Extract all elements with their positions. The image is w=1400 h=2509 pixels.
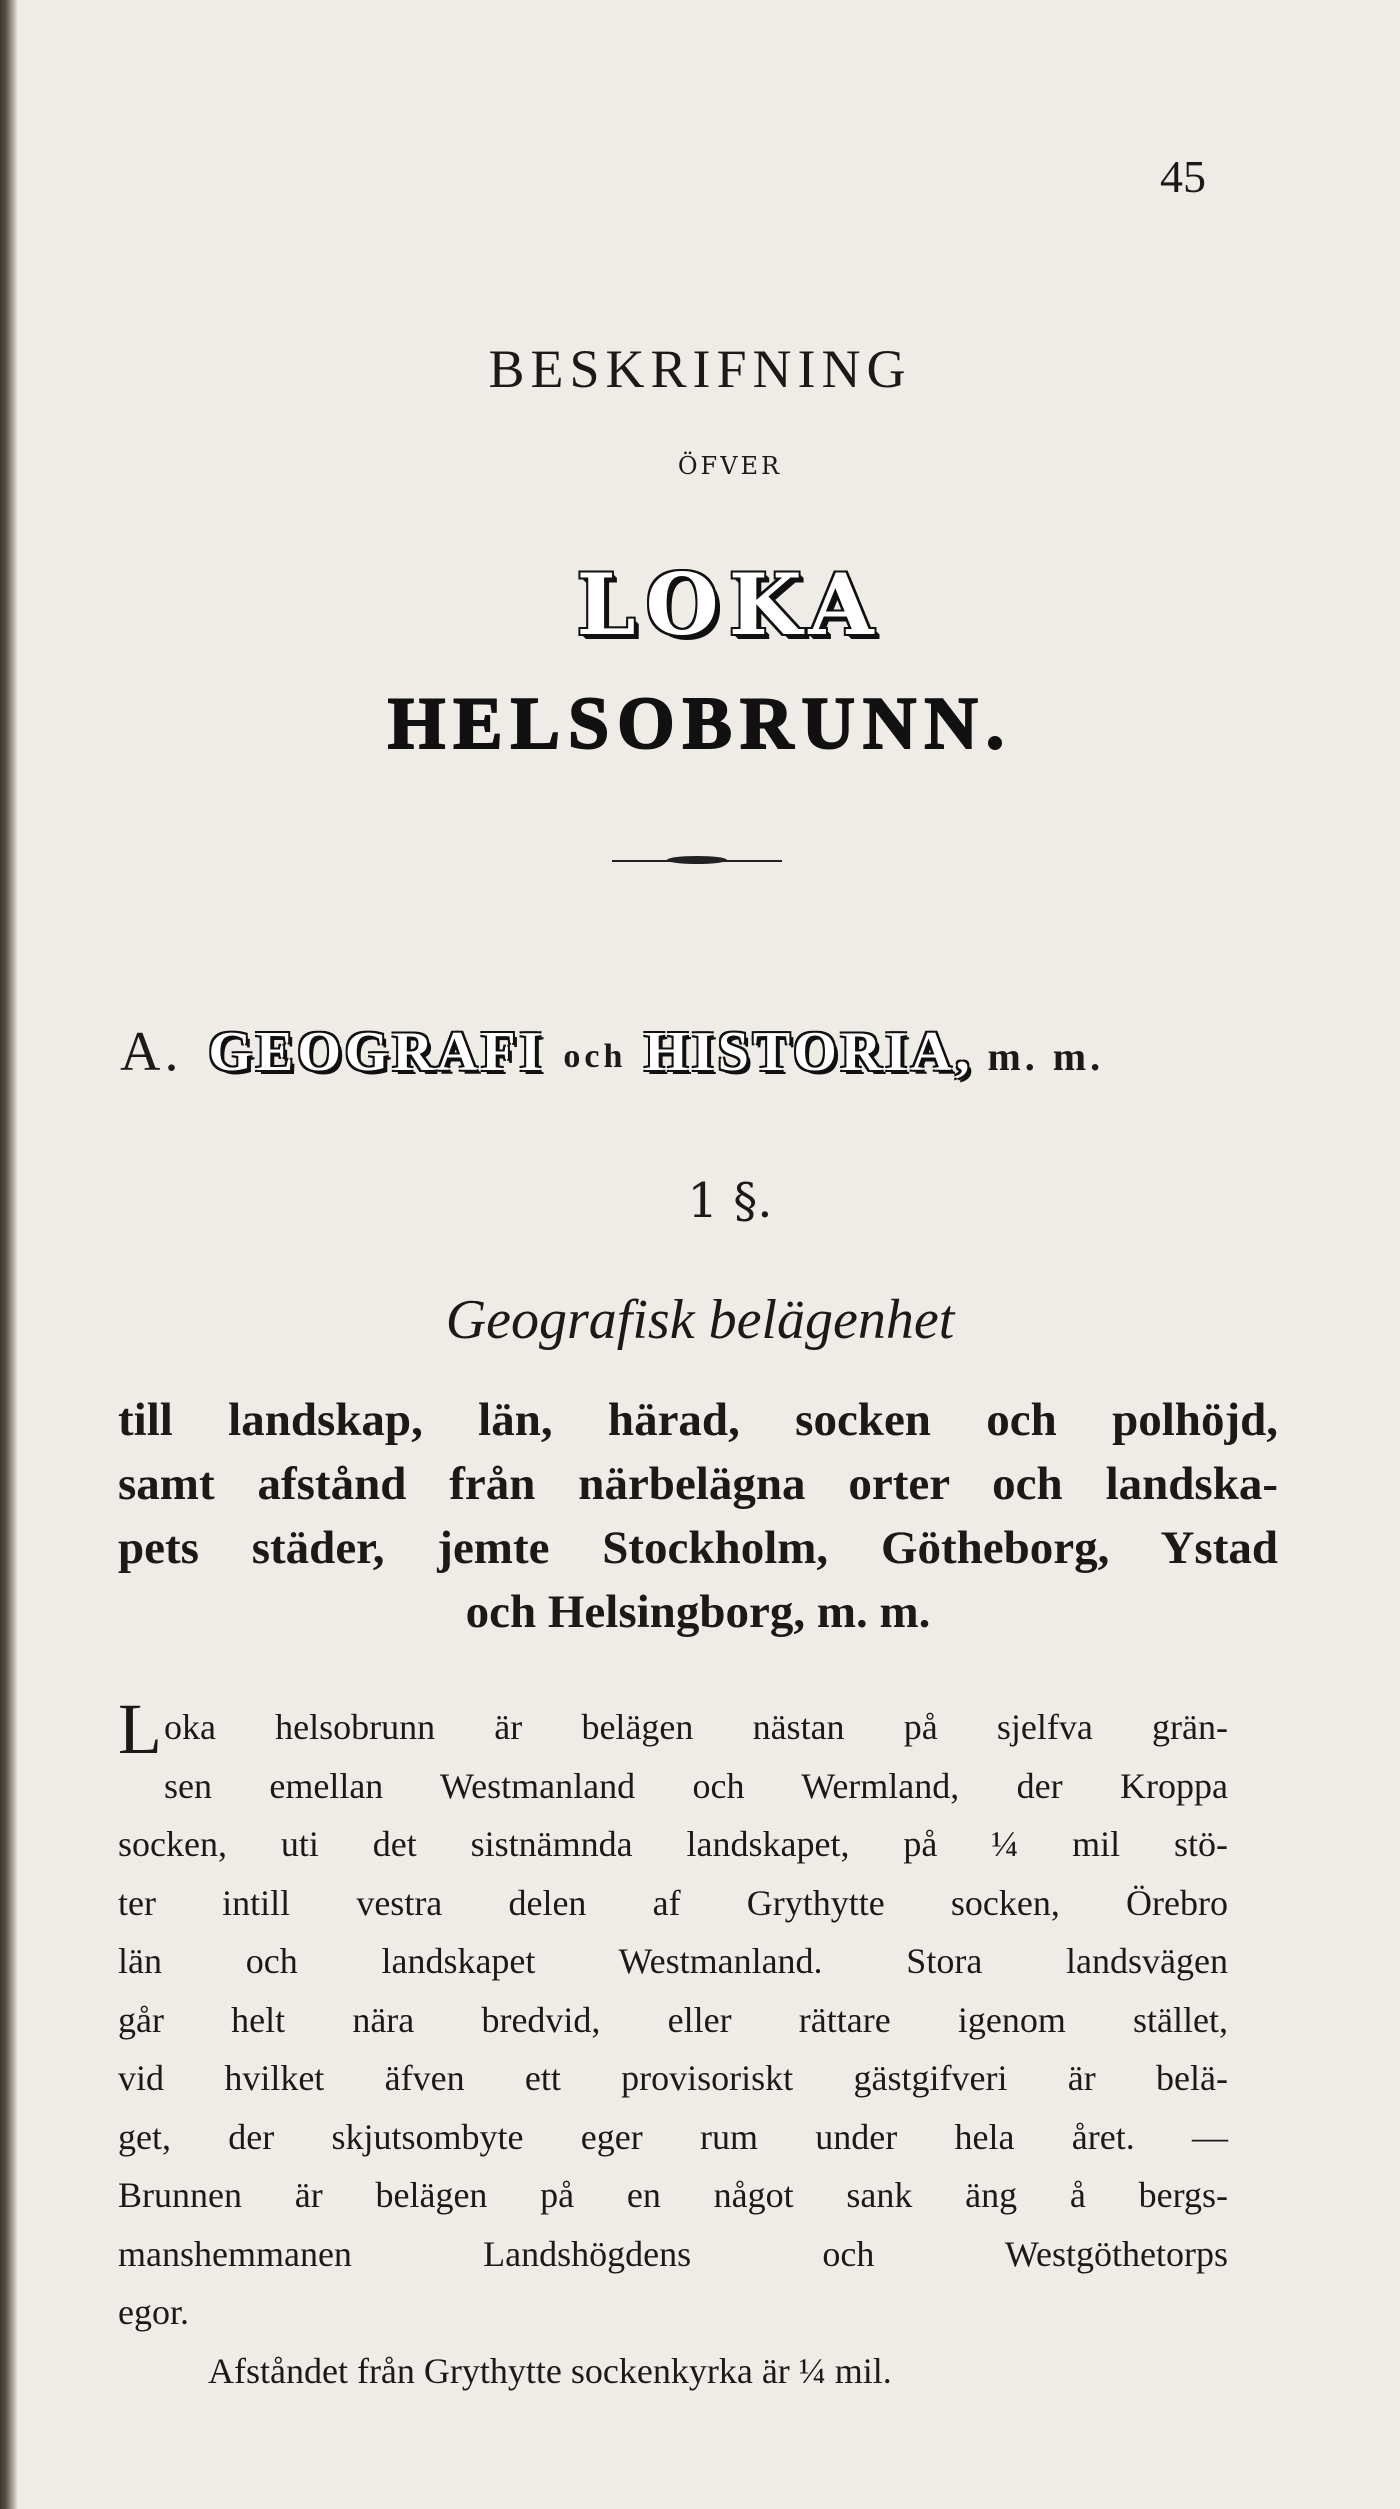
decorative-rule [612,860,782,862]
body-line: egor. [118,2292,189,2332]
description-line: pets städer, jemte Stockholm, Götheborg, Ystad [118,1522,1278,1574]
title-over: ÖFVER [677,452,783,480]
section-letter: A. [120,1021,183,1083]
drop-cap: L [118,1689,162,1769]
body-line: oka helsobrunn är belägen nästan på sjelfva grän- [163,1707,1228,1747]
main-title: BESKRIFNING [488,339,912,399]
subheading: Geografisk belägenhet [445,1289,955,1351]
title-loka: LOKA [576,555,884,654]
body-line: get, der skjutsombyte eger rum under hela året. — [118,2116,1228,2157]
page-number: 45 [1160,151,1206,202]
section-historia: HISTORIA, [644,1021,974,1083]
section-mm: m. m. [987,1034,1105,1079]
body-line: sen emellan Westmanland och Wermland, der Kroppa [163,1765,1228,1806]
body-line: socken, uti det sistnämnda landskapet, på ¼ mil stö- [118,1824,1228,1864]
section-heading [120,1020,1300,1084]
body-line: vid hvilket äfven ett provisoriskt gästgifveri är belä- [118,2058,1228,2098]
description-line: samt afstånd från närbelägna orter och landska- [118,1458,1278,1510]
body-last-line: Afståndet från Grythytte sockenkyrka är ¼ mil. [208,2350,892,2391]
body-line: ter intill vestra delen af Grythytte socken, Örebro [118,1882,1228,1923]
paragraph-number: 1 §. [687,1173,773,1229]
body-line: manshemmanen Landshögdens och Westgöthetorps [118,2233,1228,2274]
description [118,1388,1278,1644]
body-text [118,1689,1228,2400]
section-och: och [563,1038,627,1076]
description-line: och Helsingborg, m. m. [465,1586,931,1638]
section-geografi: GEOGRAFI [208,1021,546,1083]
body-line: län och landskapet Westmanland. Stora landsvägen [118,1941,1228,1981]
description-line: till landskap, län, härad, socken och polhöjd, [118,1394,1278,1446]
body-line: Brunnen är belägen på en något sank äng å bergs- [118,2175,1228,2215]
body-line: går helt nära bredvid, eller rättare igenom stället, [118,1999,1228,2040]
title-helsobrunn: HELSOBRUNN. [387,683,1013,765]
